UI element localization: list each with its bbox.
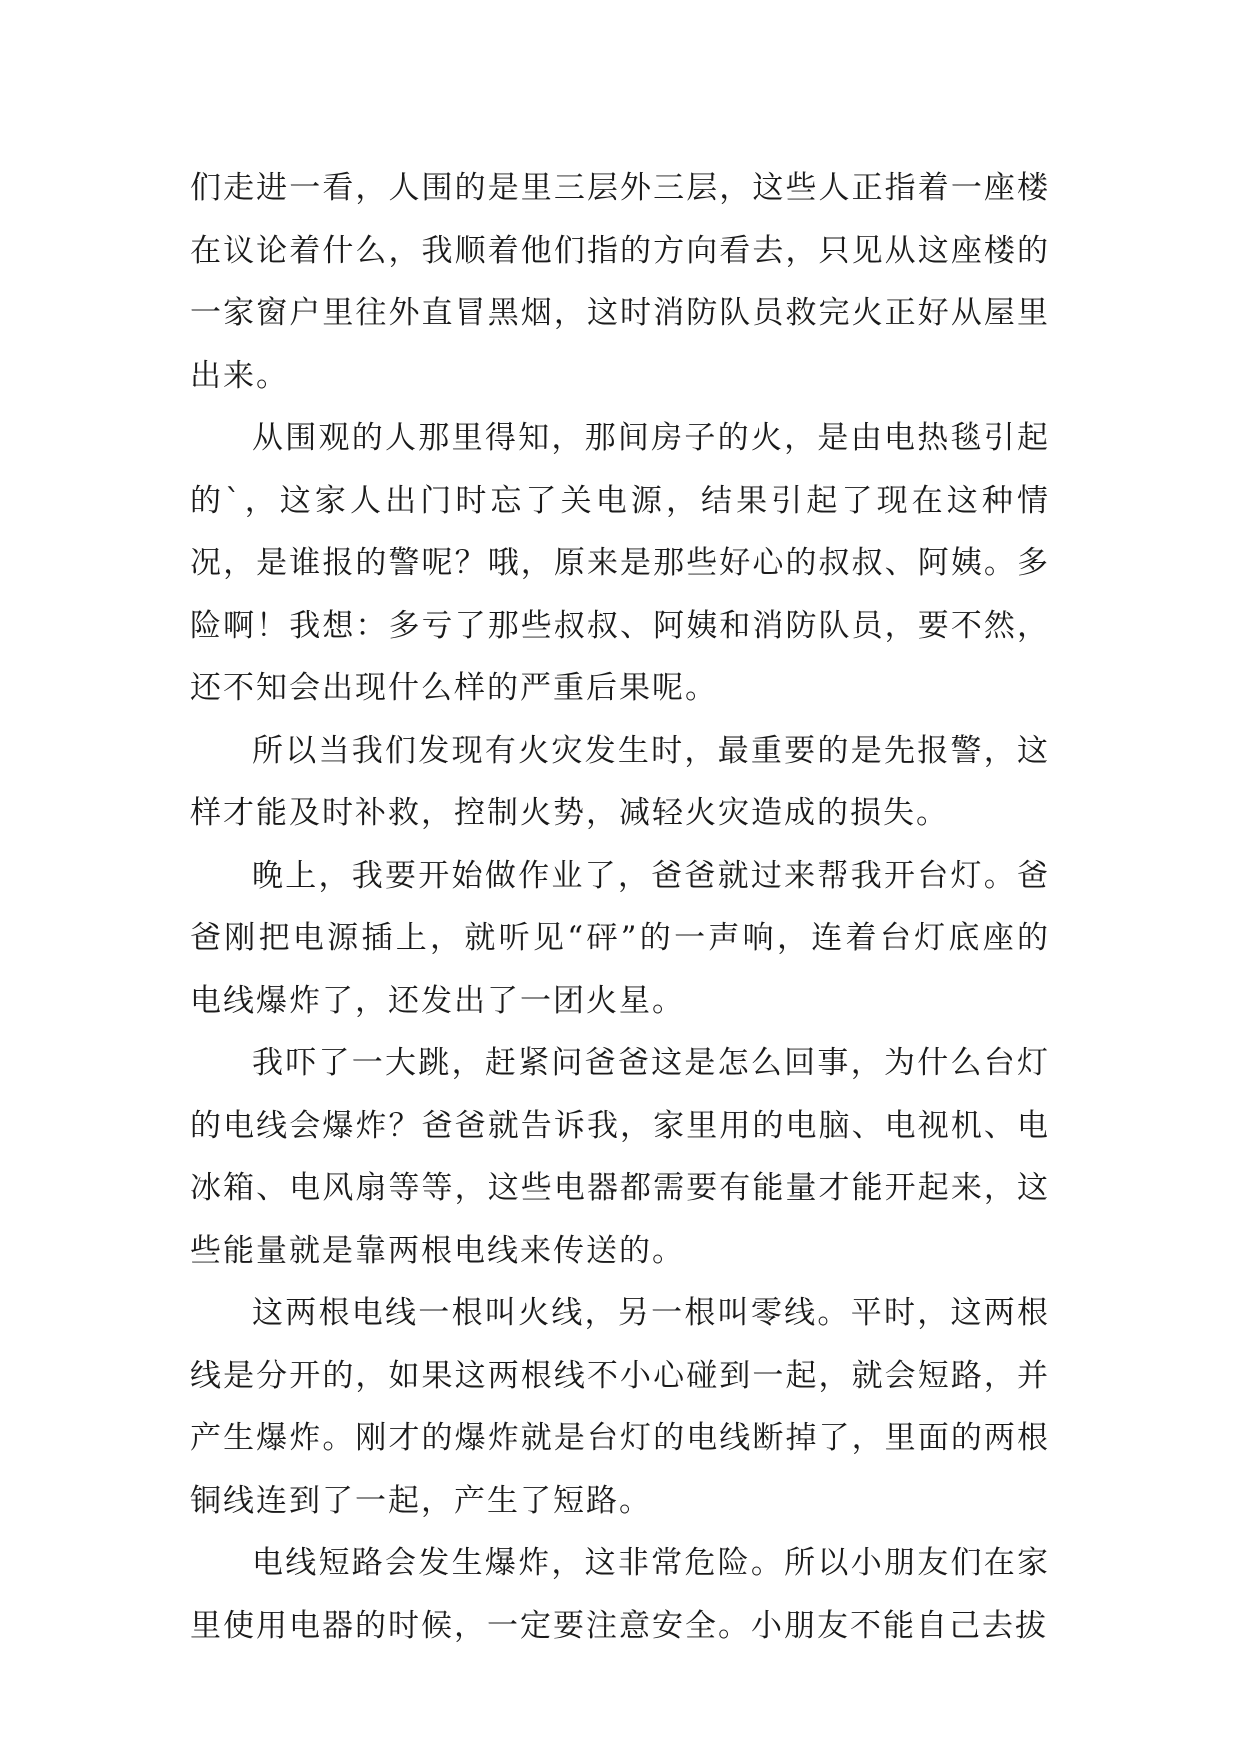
paragraph: 晚上，我要开始做作业了，爸爸就过来帮我开台灯。爸爸刚把电源插上，就听见“砰”的一声响，连着台灯底座的电线爆炸了，还发出了一团火星。: [190, 857, 1050, 1019]
paragraph: 从围观的人那里得知，那间房子的火，是由电热毯引起的`，这家人出门时忘了关电源，结果引起了现在这种情况，是谁报的警呢？哦，原来是那些好心的叔叔、阿姨。多险啊！我想：多亏了那些叔叔、阿姨和消防队员，要不然，还不知会出现什么样的严重后果呢。: [190, 420, 1050, 706]
paragraph: 这两根电线一根叫火线，另一根叫零线。平时，这两根线是分开的，如果这两根线不小心碰到一起，就会短路，并产生爆炸。刚才的爆炸就是台灯的电线断掉了，里面的两根铜线连到了一起，产生了短路。: [190, 1295, 1050, 1519]
paragraph: 所以当我们发现有火灾发生时，最重要的是先报警，这样才能及时补救，控制火势，减轻火灾造成的损失。: [190, 732, 1050, 831]
paragraph: 我吓了一大跳，赶紧问爸爸这是怎么回事，为什么台灯的电线会爆炸？爸爸就告诉我，家里用的电脑、电视机、电冰箱、电风扇等等，这些电器都需要有能量才能开起来，这些能量就是靠两根电线来传送的。: [190, 1045, 1050, 1269]
document-body: [190, 157, 1050, 1657]
paragraph: 电线短路会发生爆炸，这非常危险。所以小朋友们在家里使用电器的时候，一定要注意安全。小朋友不能自己去拔: [190, 1545, 1050, 1644]
paragraph-continued: 们走进一看，人围的是里三层外三层，这些人正指着一座楼在议论着什么，我顺着他们指的方向看去，只见从这座楼的一家窗户里往外直冒黑烟，这时消防队员救完火正好从屋里出来。: [190, 170, 1050, 394]
